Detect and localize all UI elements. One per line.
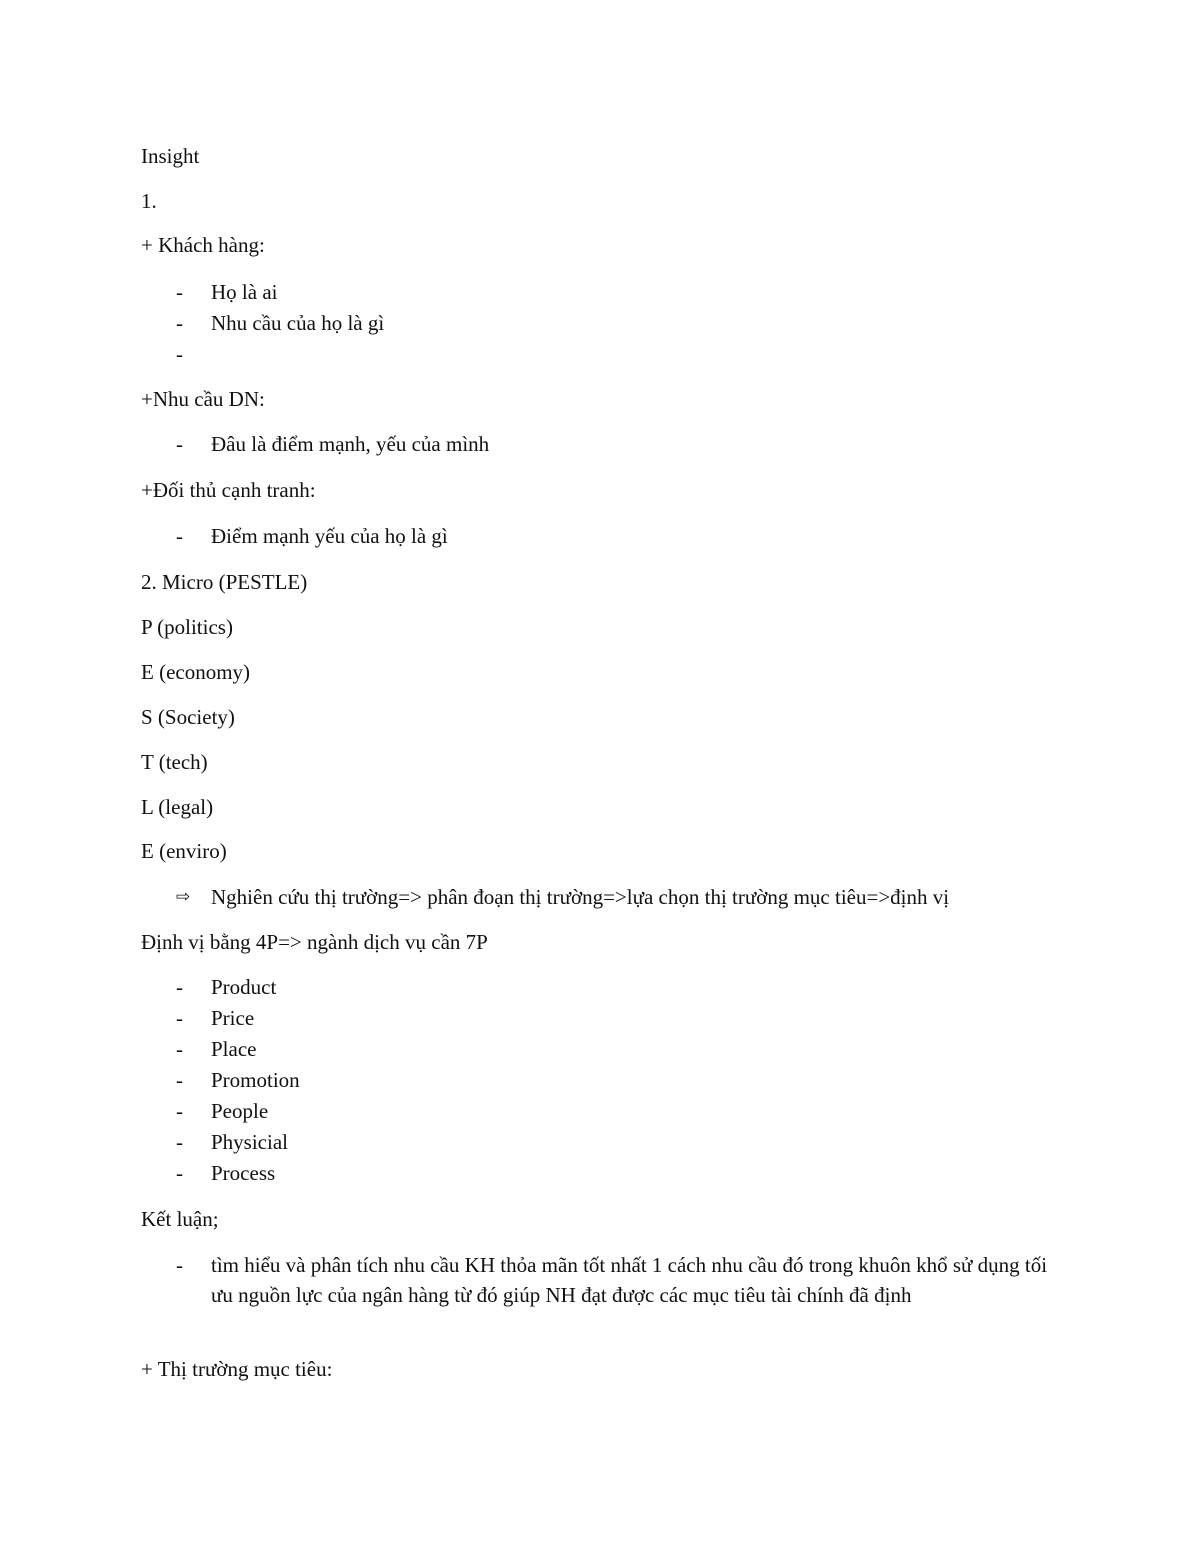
seven-p-item: People: [211, 1099, 269, 1123]
customer-item: Họ là ai: [211, 280, 278, 304]
bullet-dash: -: [176, 280, 183, 304]
seven-p-item: Place: [211, 1037, 257, 1061]
pestle-item: L (legal): [141, 795, 214, 819]
seven-p-item: Physicial: [211, 1130, 288, 1154]
conclusion-heading: Kết luận;: [141, 1207, 219, 1231]
bullet-dash: -: [176, 975, 183, 999]
bullet-dash: -: [176, 1099, 183, 1123]
bullet-dash: -: [176, 1068, 183, 1092]
pestle-item: T (tech): [141, 750, 208, 774]
doc-title: Insight: [141, 144, 200, 168]
customer-heading: + Khách hàng:: [141, 233, 265, 257]
competitors-heading: +Đối thủ cạnh tranh:: [141, 478, 316, 502]
pestle-item: S (Society): [141, 705, 235, 729]
seven-p-item: Promotion: [211, 1068, 300, 1092]
bullet-dash: -: [176, 1161, 183, 1185]
seven-p-item: Price: [211, 1006, 255, 1030]
customer-item: Nhu cầu của họ là gì: [211, 311, 385, 335]
bullet-dash: -: [176, 524, 183, 548]
bullet-dash: -: [176, 1253, 183, 1277]
arrow-item: Nghiên cứu thị trường=> phân đoạn thị trường=>lựa chọn thị trường mục tiêu=>định vị: [211, 885, 950, 909]
bullet-dash: -: [176, 311, 183, 335]
section-1-number: 1.: [141, 189, 157, 213]
bullet-dash: -: [176, 342, 183, 366]
arrow-right-icon: ⇨: [176, 887, 191, 907]
bullet-dash: -: [176, 1006, 183, 1030]
competitors-item: Điểm mạnh yếu của họ là gì: [211, 524, 448, 548]
business-needs-heading: +Nhu cầu DN:: [141, 387, 265, 411]
conclusion-paragraph: tìm hiểu và phân tích nhu cầu KH thỏa mãn tốt nhất 1 cách nhu cầu đó trong khuôn khổ sử dụng tối ưu nguồn lực của ngân hàng từ đó giúp NH đạt được các mục tiêu tài chính đã định: [211, 1253, 1048, 1307]
section-2-heading: 2. Micro (PESTLE): [141, 570, 308, 594]
pestle-item: P (politics): [141, 615, 233, 639]
target-market-heading: + Thị trường mục tiêu:: [141, 1357, 333, 1381]
pestle-item: E (enviro): [141, 839, 227, 863]
seven-p-item: Product: [211, 975, 277, 999]
seven-p-item: Process: [211, 1161, 276, 1185]
business-needs-item: Đâu là điểm mạnh, yếu của mình: [211, 432, 490, 456]
pestle-item: E (economy): [141, 660, 251, 684]
bullet-dash: -: [176, 432, 183, 456]
bullet-dash: -: [176, 1130, 183, 1154]
positioning-line: Định vị bằng 4P=> ngành dịch vụ cần 7P: [141, 930, 488, 954]
bullet-dash: -: [176, 1037, 183, 1061]
